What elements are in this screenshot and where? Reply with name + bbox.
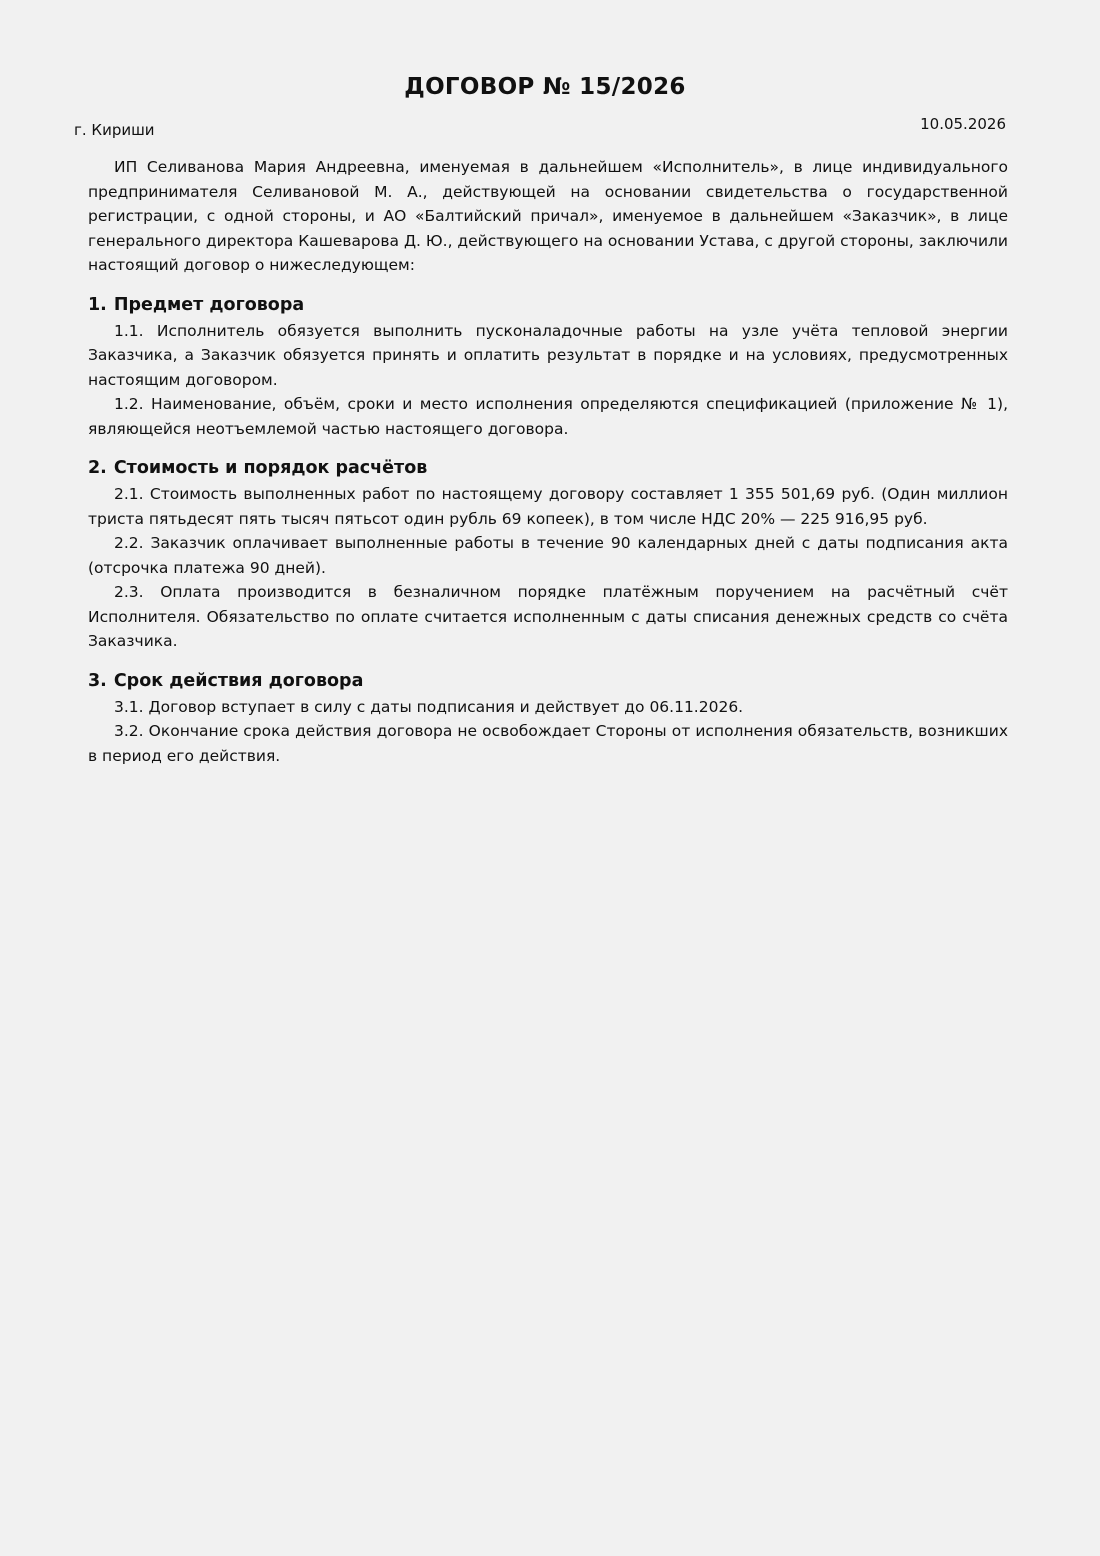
section-payment: [88, 456, 1008, 654]
document-city: г. Кириши: [74, 121, 155, 139]
section-title: Стоимость и порядок расчётов: [113, 458, 428, 478]
section-number: 1.: [88, 294, 107, 315]
section-number: 2.: [88, 458, 107, 478]
clause-paragraph: 2.2. Заказчик оплачивает выполненные работы в течение 90 календарных дней с даты подписания акта (отсрочка платежа 90 дней).: [88, 534, 1008, 577]
preamble-paragraph: ИП Селиванова Мария Андреевна, именуемая в дальнейшем «Исполнитель», в лице индивидуального предпринимателя Селивановой М. А., действующей на основании свидетельства о государственной регистрации, с одной стороны, и АО «Балтийский причал», именуемое в дальнейшем «Заказчик», в лице генерального директора Кашеварова Д. Ю., действующего на основании Устава, с другой стороны, заключили настоящий договор о нижеследующем:: [88, 158, 1009, 274]
clause-paragraph: 3.2. Окончание срока действия договора не освобождает Стороны от исполнения обязательств, возникших в период его действия.: [88, 722, 1008, 765]
clause-paragraph: 3.1. Договор вступает в силу с даты подписания и действует до 06.11.2026.: [114, 697, 744, 716]
section-number: 3.: [88, 670, 107, 691]
section-title: Предмет договора: [113, 294, 305, 315]
clause-paragraph: 1.1. Исполнитель обязуется выполнить пусконаладочные работы на узле учёта тепловой энергии Заказчика, а Заказчик обязуется принять и оплатить результат в порядке и на условиях, предусмотренных настоящим договором.: [88, 321, 1008, 389]
clause-paragraph: 1.2. Наименование, объём, сроки и место исполнения определяются спецификацией (приложение № 1), являющейся неотъемлемой частью настоящего договора.: [88, 395, 1008, 438]
section-heading: [88, 456, 1008, 480]
section-term: [88, 669, 1008, 769]
section-title: Срок действия договора: [113, 670, 364, 691]
document-title: ДОГОВОР № 15/2026: [404, 74, 686, 100]
section-subject: [88, 293, 1008, 442]
document-date: 10.05.2026: [920, 115, 1006, 133]
section-heading: [88, 293, 1008, 317]
clause-paragraph: 2.1. Стоимость выполненных работ по настоящему договору составляет 1 355 501,69 руб. (Один миллион триста пятьдесят пять тысяч пятьсот один рубль 69 копеек), в том числе НДС 20% — 225 916,95 руб.: [88, 485, 1008, 528]
document-body: [88, 155, 1008, 768]
section-heading: [88, 669, 1008, 693]
clause-paragraph: 2.3. Оплата производится в безналичном порядке платёжным поручением на расчётный счёт Исполнителя. Обязательство по оплате считается исполненным с даты списания денежных средств со счёта Заказчика.: [88, 583, 1008, 650]
